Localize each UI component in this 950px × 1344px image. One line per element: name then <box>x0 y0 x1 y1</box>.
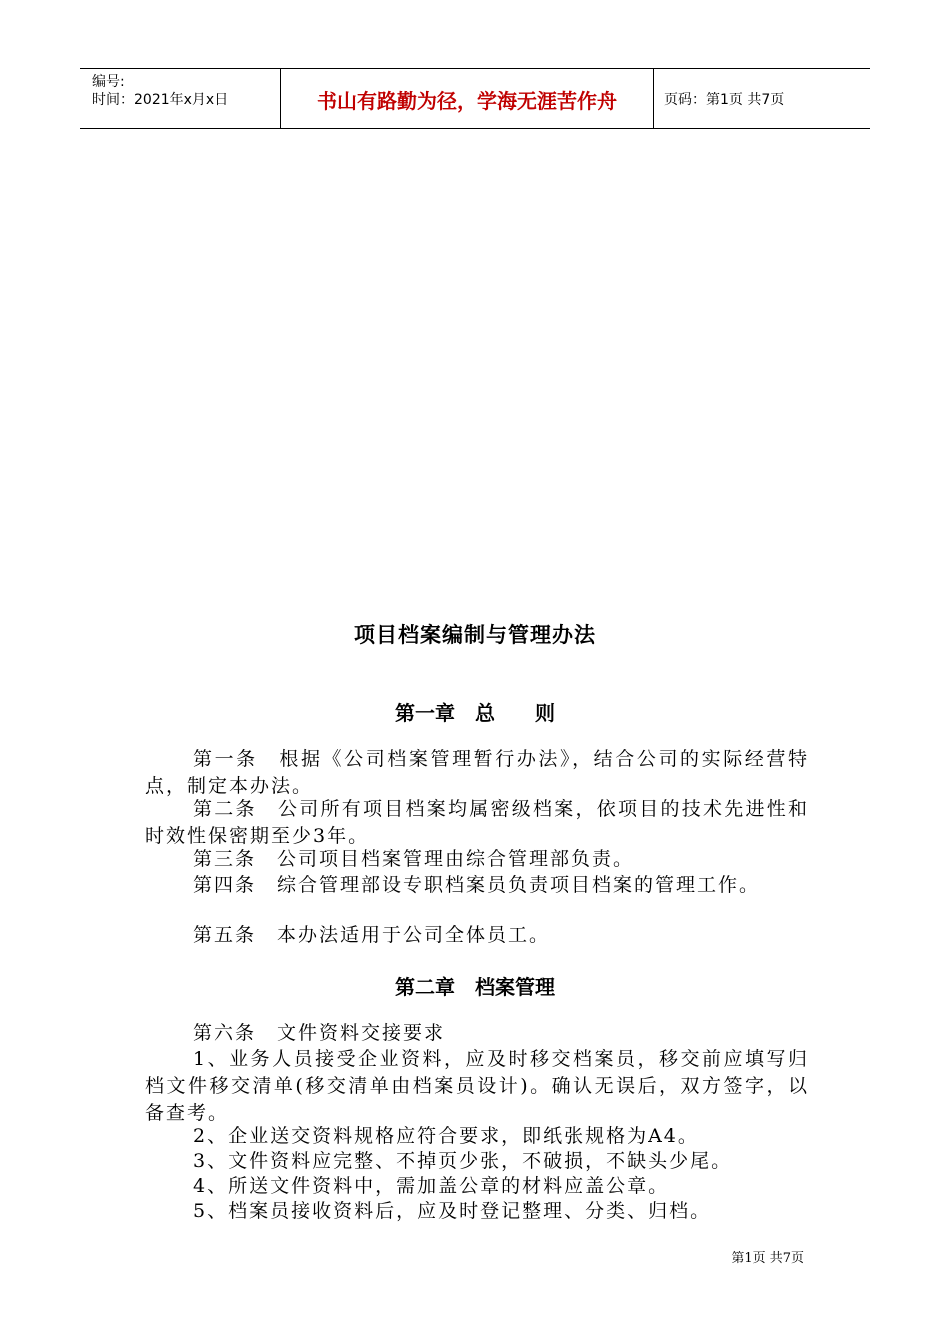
chapter-1-heading: 第一章 总 则 <box>395 701 555 725</box>
list-item-3: 3、文件资料应完整、不掉页少张，不破损，不缺头少尾。 <box>193 1150 733 1172</box>
page-header <box>80 68 870 129</box>
article-3: 第三条 公司项目档案管理由综合管理部负责。 <box>193 848 635 870</box>
list-item-4: 4、所送文件资料中，需加盖公章的材料应盖公章。 <box>193 1175 670 1197</box>
header-meta <box>80 69 281 128</box>
article-2: 第二条 公司所有项目档案均属密级档案，依项目的技术先进性和时效性保密期至少3年。 <box>145 798 809 847</box>
article-5: 第五条 本办法适用于公司全体员工。 <box>193 924 551 946</box>
page-footer: 第1页 共7页 <box>731 1251 804 1266</box>
article-6: 第六条 文件资料交接要求 <box>193 1022 446 1044</box>
article-4: 第四条 综合管理部设专职档案员负责项目档案的管理工作。 <box>193 874 761 896</box>
article-1: 第一条 根据《公司档案管理暂行办法》，结合公司的实际经营特点，制定本办法。 <box>145 748 809 797</box>
chapter-2-heading: 第二章 档案管理 <box>395 975 555 999</box>
document-title: 项目档案编制与管理办法 <box>354 623 596 647</box>
list-item-5: 5、档案员接收资料后，应及时登记整理、分类、归档。 <box>193 1200 712 1222</box>
list-item-1: 1、业务人员接受企业资料，应及时移交档案员，移交前应填写归档文件移交清单(移交清单由档案员设计)。确认无误后，双方签字，以备查考。 <box>145 1048 809 1124</box>
header-page-info: 页码：第1页 共7页 <box>664 91 785 108</box>
list-item-2: 2、企业送交资料规格应符合要求，即纸张规格为A4。 <box>193 1125 699 1147</box>
time-label: 时间：2021年x月x日 <box>92 92 229 108</box>
number-label: 编号: <box>92 74 125 90</box>
header-motto: 书山有路勤为径，学海无涯苦作舟 <box>281 69 654 128</box>
